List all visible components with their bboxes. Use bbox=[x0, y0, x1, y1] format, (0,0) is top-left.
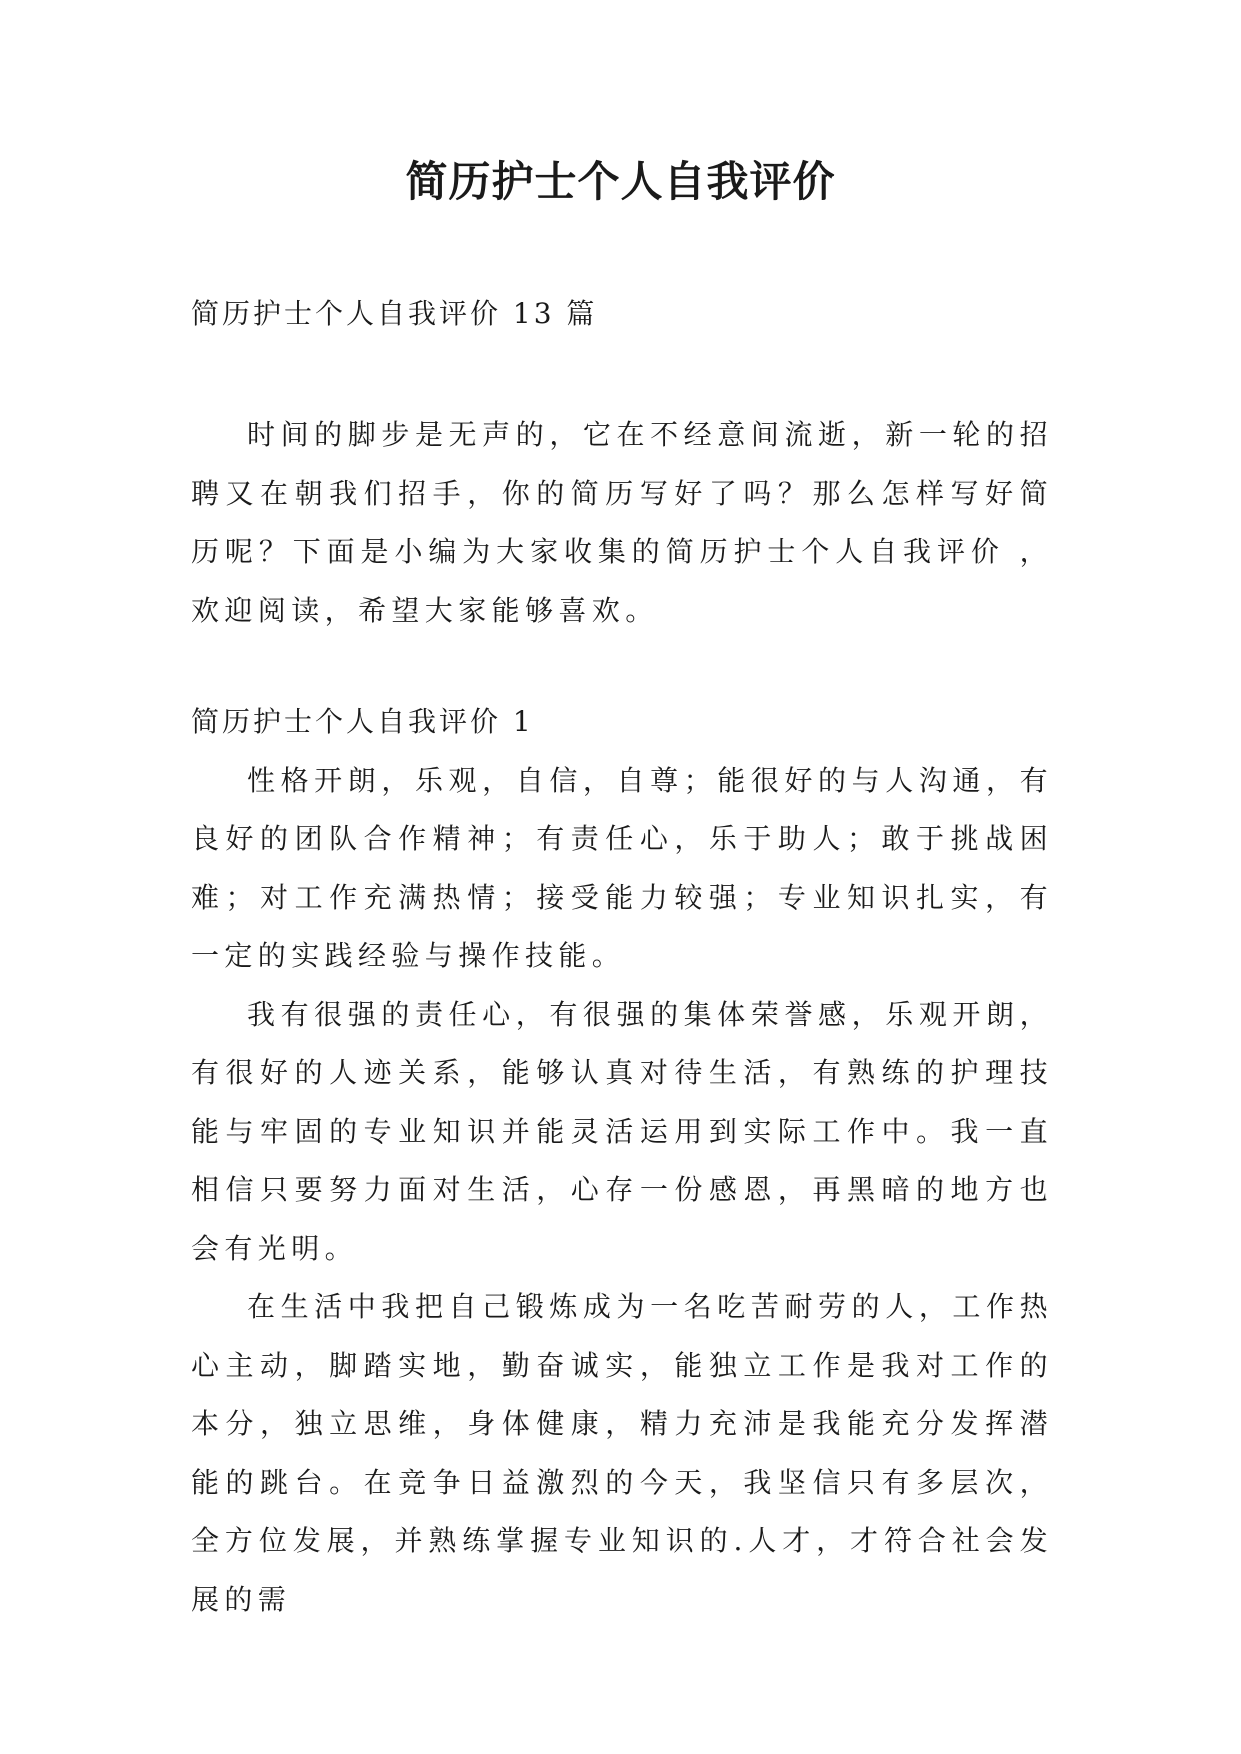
section-1-heading: 简历护士个人自我评价 1 bbox=[191, 705, 534, 738]
document-title: 简历护士个人自我评价 bbox=[405, 157, 836, 206]
document-subtitle: 简历护士个人自我评价 13 篇 bbox=[191, 297, 598, 330]
section-1 bbox=[191, 693, 1053, 1629]
intro-paragraph: 时间的脚步是无声的，它在不经意间流逝，新一轮的招聘又在朝我们招手，你的简历写好了吗？那么怎样写好简历呢？下面是小编为大家收集的简历护士个人自我评价 ，欢迎阅读，希望大家能够喜欢。 bbox=[191, 418, 1053, 627]
section-1-paragraph-1: 性格开朗，乐观，自信，自尊；能很好的与人沟通，有良好的团队合作精神；有责任心，乐于助人；敢于挑战困难；对工作充满热情；接受能力较强；专业知识扎实，有一定的实践经验与操作技能。 bbox=[191, 763, 1053, 972]
intro-section bbox=[191, 406, 1053, 640]
section-1-paragraph-3: 在生活中我把自己锻炼成为一名吃苦耐劳的人，工作热心主动，脚踏实地，勤奋诚实，能独立工作是我对工作的本分，独立思维，身体健康，精力充沛是我能充分发挥潜能的跳台。在竞争日益激烈的今天，我坚信只有多层次，全方位发展，并熟练掌握专业知识的.人才，才符合社会发展的需 bbox=[191, 1290, 1053, 1616]
section-1-paragraph-2: 我有很强的责任心，有很强的集体荣誉感，乐观开朗，有很好的人迹关系，能够认真对待生活，有熟练的护理技能与牢固的专业知识并能灵活运用到实际工作中。我一直相信只要努力面对生活，心存一份感恩，再黑暗的地方也会有光明。 bbox=[191, 997, 1053, 1265]
